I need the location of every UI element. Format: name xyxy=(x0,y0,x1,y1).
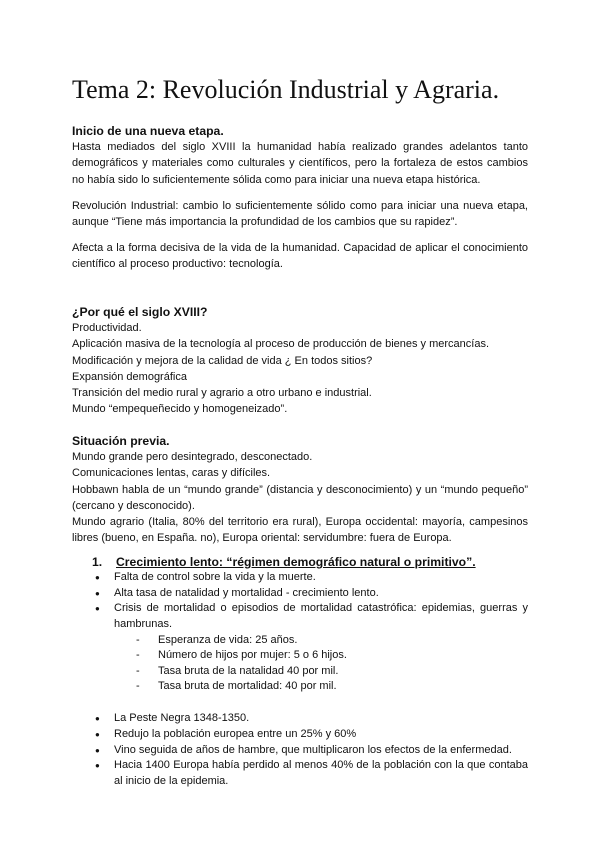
sub-list xyxy=(92,633,528,695)
item-text: Tasa bruta de la natalidad 40 por mil. xyxy=(158,664,339,677)
list-item xyxy=(92,758,528,790)
item-text: Redujo la población europea entre un 25% y 60% xyxy=(114,727,357,740)
line: Comunicaciones lentas, caras y difíciles. xyxy=(72,467,271,480)
list-item xyxy=(92,633,528,649)
list-item xyxy=(92,711,528,727)
section-heading: Crecimiento lento: “régimen demográfico natural o primitivo”. xyxy=(116,555,476,569)
line: Mundo agrario (Italia, 80% del territorio era rural), Europa occidental: mayoría, campesinos libres (bueno, en España. no), Europa oriental: servidumbre: fuera de Europa. xyxy=(72,516,528,545)
dash-icon: - xyxy=(136,680,140,693)
item-text: Vino seguida de años de hambre, que multiplicaron los efectos de la enfermedad. xyxy=(114,743,512,756)
section-situacion-previa xyxy=(72,433,528,546)
list-item xyxy=(92,664,528,680)
line: Modificación y mejora de la calidad de vida ¿ En todos sitios? xyxy=(72,354,373,367)
section-heading: Inicio de una nueva etapa. xyxy=(72,124,224,138)
list-item xyxy=(92,679,528,695)
list-item xyxy=(92,601,528,632)
document-title: Tema 2: Revolución Industrial y Agraria. xyxy=(72,75,500,104)
item-text: Crisis de mortalidad o episodios de mortalidad catastrófica: epidemias, guerras y hambrunas. xyxy=(114,602,528,630)
bullet-icon: ● xyxy=(95,729,100,739)
list-item xyxy=(92,648,528,664)
item-text: Tasa bruta de mortalidad: 40 por mil. xyxy=(158,680,337,693)
line: Aplicación masiva de la tecnología al proceso de producción de bienes y mercancías. xyxy=(72,338,490,351)
dash-icon: - xyxy=(136,664,140,677)
item-text: Alta tasa de natalidad y mortalidad - crecimiento lento. xyxy=(114,586,379,599)
bullet-icon: ● xyxy=(95,713,100,723)
line: Mundo “empequeñecido y homogeneizado”. xyxy=(72,403,288,416)
list-item xyxy=(92,570,528,586)
bullet-icon: ● xyxy=(95,588,100,598)
section-heading: Situación previa. xyxy=(72,434,170,448)
list-item xyxy=(92,743,528,759)
section-inicio xyxy=(72,123,528,273)
item-text: La Peste Negra 1348-1350. xyxy=(114,711,250,724)
item-text: Falta de control sobre la vida y la muerte. xyxy=(114,571,316,584)
line: Expansión demográfica xyxy=(72,370,187,383)
list-number: 1. xyxy=(92,555,103,569)
bullet-icon: ● xyxy=(95,604,100,614)
dash-icon: - xyxy=(136,633,140,646)
list-item xyxy=(92,727,528,743)
dash-icon: - xyxy=(136,649,140,662)
paragraph: Revolución Industrial: cambio lo suficientemente sólido como para iniciar una nueva etapa, aunque “Tiene más importancia la profundidad de los cambios que su rapidez”. xyxy=(72,199,528,229)
section-por-que xyxy=(72,304,528,417)
paragraph: Hasta mediados del siglo XVIII la humanidad había realizado grandes adelantos tanto demográficos y materiales como culturales y científicos, pero la fortaleza de estos cambios no había sido lo suficientemente sólida como para iniciar una nueva etapa histórica. xyxy=(72,141,528,186)
line: Transición del medio rural y agrario a otro urbano e industrial. xyxy=(72,387,372,400)
item-text: Hacia 1400 Europa había perdido al menos 40% de la población con la que contaba al inicio de la epidemia. xyxy=(114,759,528,788)
bullet-icon: ● xyxy=(95,761,100,771)
item-text: Número de hijos por mujer: 5 o 6 hijos. xyxy=(158,649,347,662)
numbered-heading xyxy=(92,554,528,570)
bullet-icon: ● xyxy=(95,573,100,583)
line: Hobbawn habla de un “mundo grande” (distancia y desconocimiento) y un “mundo pequeño” (cercano y desconocido). xyxy=(72,483,528,512)
section-heading: ¿Por qué el siglo XVIII? xyxy=(72,305,208,319)
paragraph: Afecta a la forma decisiva de la vida de la humanidad. Capacidad de aplicar el conocimiento científico al proceso productivo: tecnología. xyxy=(72,242,528,271)
line: Productividad. xyxy=(72,322,142,335)
item-text: Esperanza de vida: 25 años. xyxy=(158,633,298,646)
bullet-icon: ● xyxy=(95,745,100,755)
bullet-list xyxy=(92,711,528,790)
section-crecimiento-lento xyxy=(92,554,528,790)
bullet-list xyxy=(92,570,528,632)
line: Mundo grande pero desintegrado, desconectado. xyxy=(72,451,313,464)
list-item xyxy=(92,586,528,602)
